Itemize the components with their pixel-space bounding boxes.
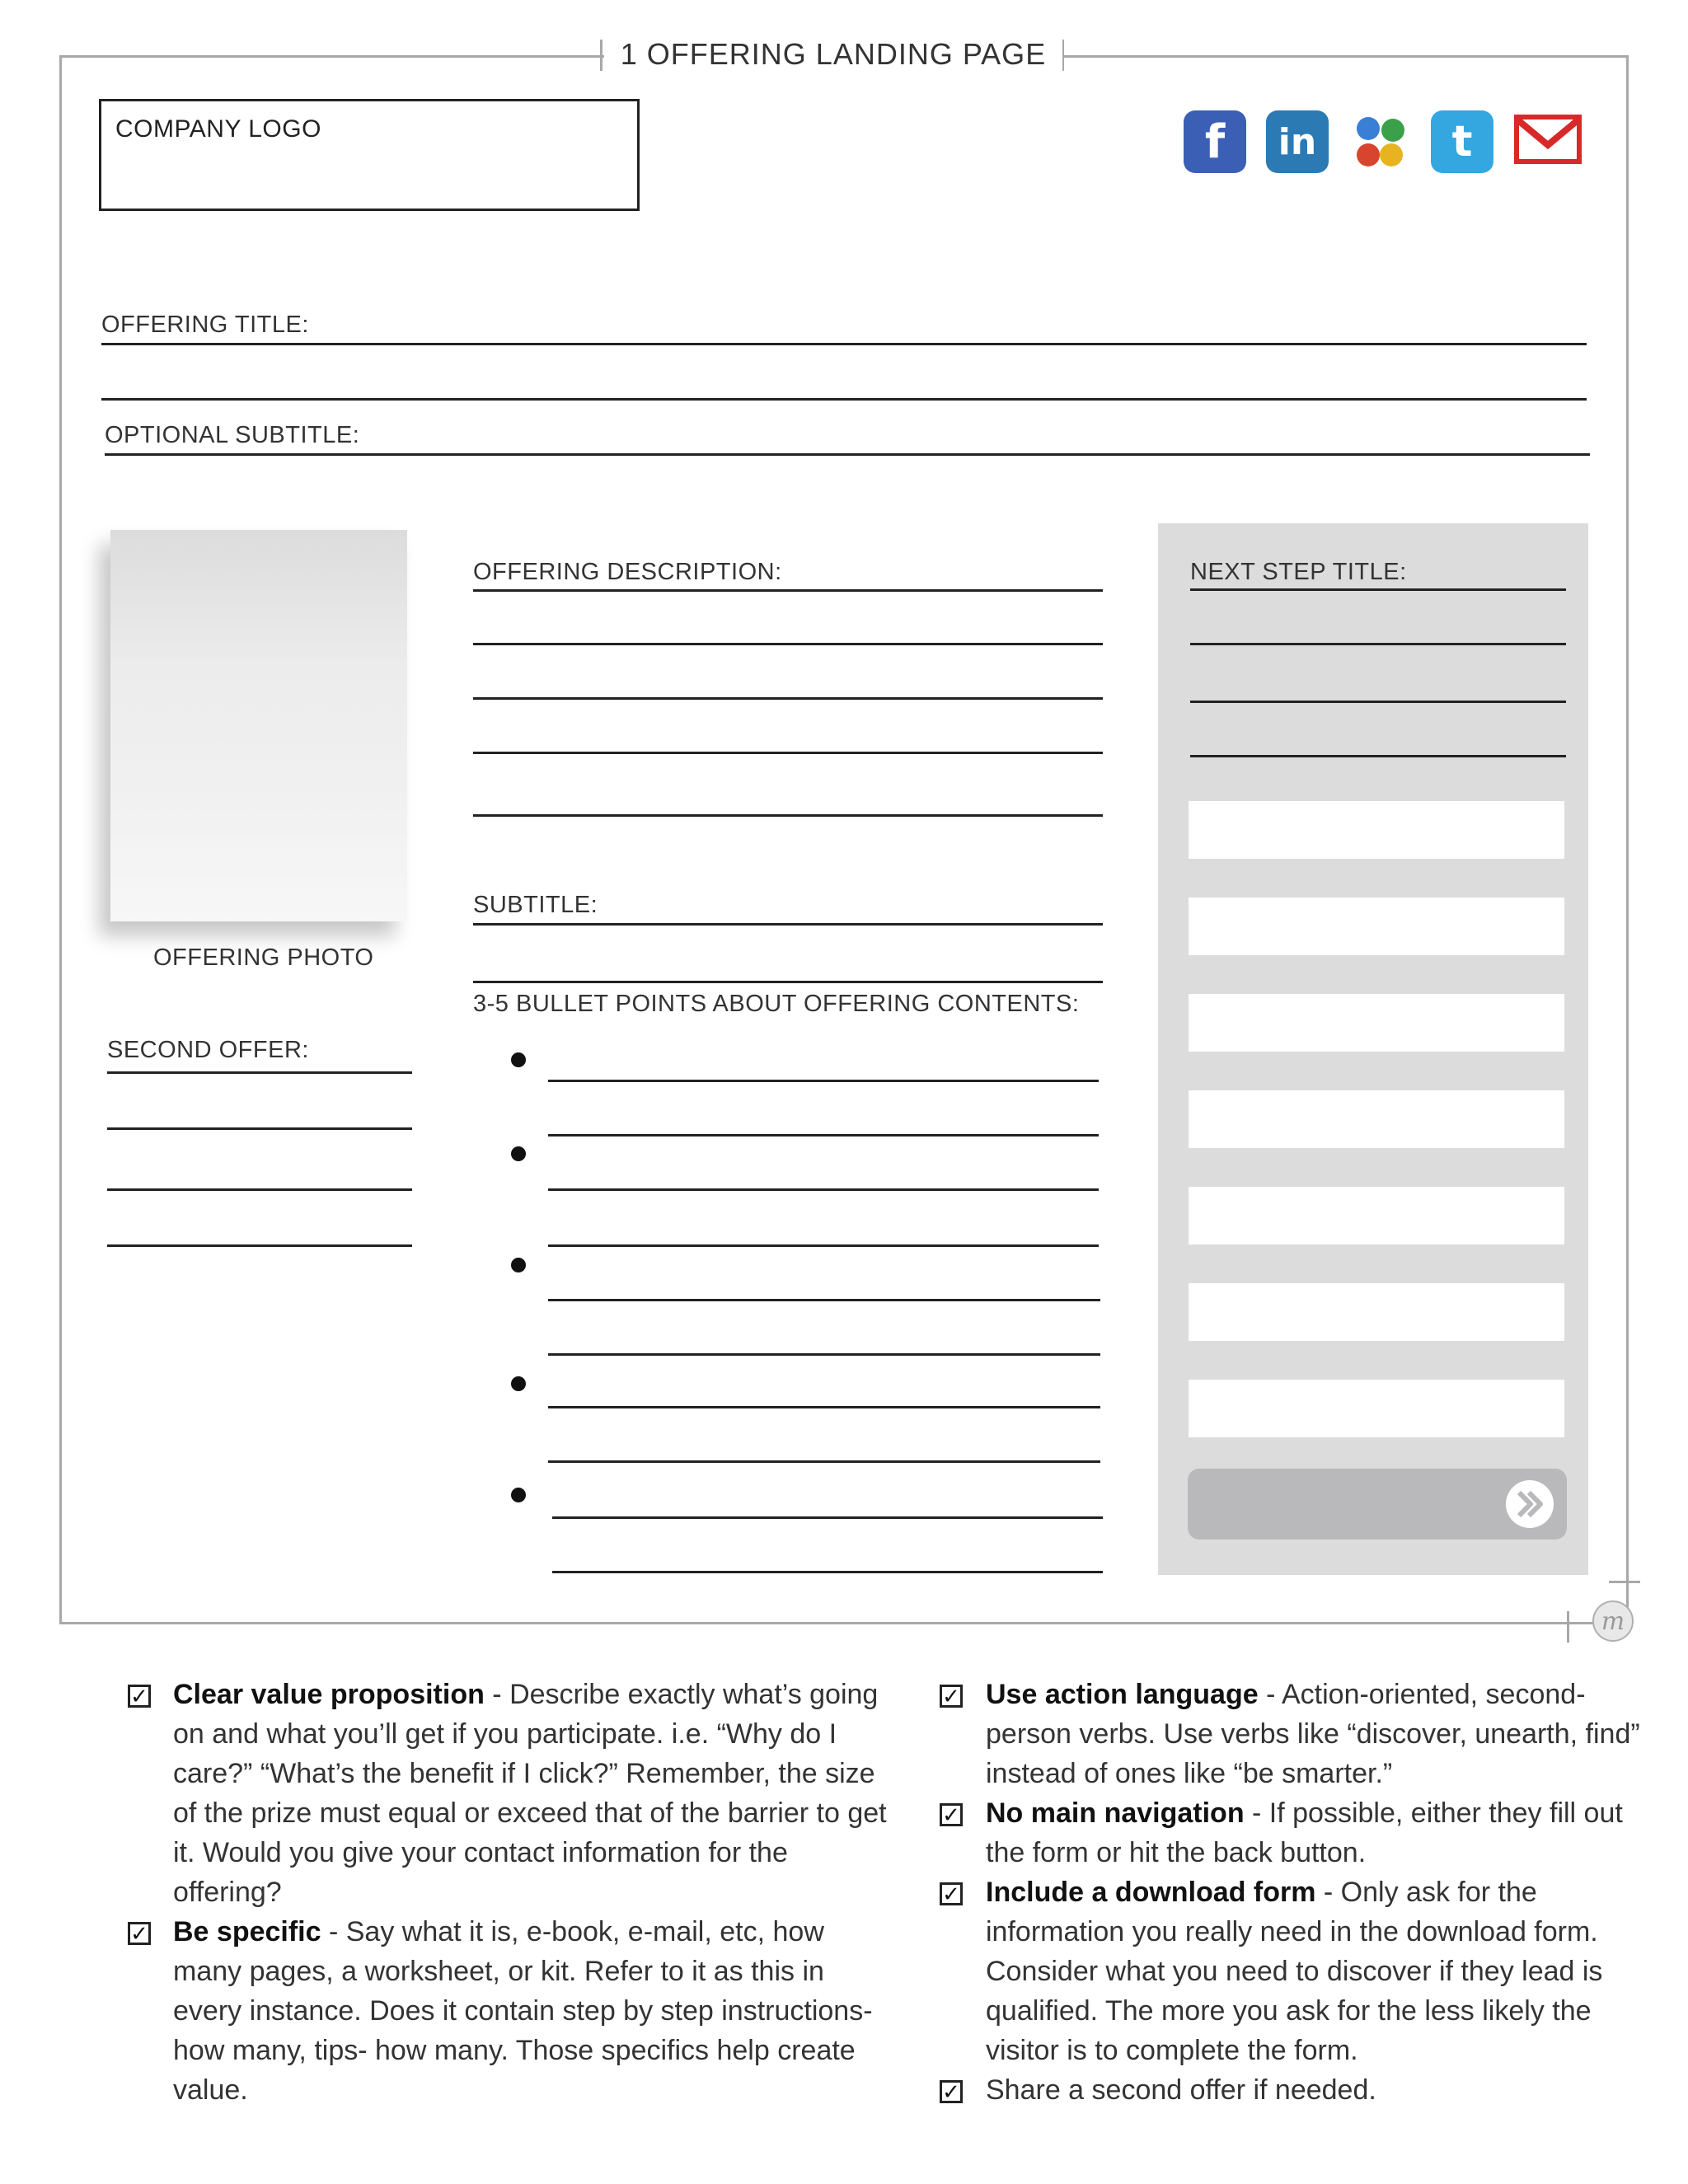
subtitle-line[interactable] bbox=[473, 923, 1103, 926]
company-logo-label: COMPANY LOGO bbox=[115, 115, 321, 143]
description-line[interactable] bbox=[473, 697, 1103, 700]
tip-title: No main navigation bbox=[986, 1797, 1245, 1829]
watermark-logo-icon bbox=[1591, 1599, 1635, 1643]
frame-tick bbox=[600, 40, 603, 71]
page-title: 1 OFFERING LANDING PAGE bbox=[604, 33, 1062, 76]
offering-title-line[interactable] bbox=[101, 343, 1587, 345]
tip-item bbox=[986, 1793, 1645, 1872]
form-field[interactable] bbox=[1189, 1283, 1564, 1341]
form-field[interactable] bbox=[1189, 898, 1564, 955]
tip-text: - If possible, either they fill out the form or hit the back button. bbox=[986, 1797, 1623, 1868]
description-line[interactable] bbox=[473, 814, 1103, 817]
second-offer-line[interactable] bbox=[107, 1071, 412, 1074]
bullet-line[interactable] bbox=[548, 1460, 1100, 1463]
bullet-dot bbox=[511, 1258, 526, 1272]
bullet-line[interactable] bbox=[548, 1134, 1099, 1137]
tip-text: - Describe exactly what’s going on and what you’ll get if you participate. i.e. “Why do I care?” “What’s the benefit if I click?” Remember, the size of the prize must equal or exceed that of the barrier to get it. Would you give your contact information for the offering? bbox=[173, 1679, 887, 1908]
subtitle-label: SUBTITLE: bbox=[473, 892, 598, 918]
next-step-title-line[interactable] bbox=[1190, 755, 1566, 757]
bullet-line[interactable] bbox=[548, 1406, 1100, 1408]
gmail-icon[interactable] bbox=[1513, 110, 1582, 168]
form-field[interactable] bbox=[1189, 1380, 1564, 1437]
frame-tick bbox=[1609, 1581, 1640, 1583]
tip-text: - Only ask for the information you really need in the download form. Consider what you need to discover if they lead is qualified. The more you ask for the less likely the visitor is to complete the form. bbox=[986, 1877, 1603, 2066]
second-offer-label: SECOND OFFER: bbox=[107, 1037, 309, 1063]
tip-title: Include a download form bbox=[986, 1877, 1316, 1908]
checkbox-icon: ✓ bbox=[940, 2080, 963, 2103]
offering-photo-label: OFFERING PHOTO bbox=[153, 944, 374, 971]
offering-photo[interactable] bbox=[110, 530, 407, 921]
bullet-line[interactable] bbox=[548, 1188, 1099, 1191]
bullet-line[interactable] bbox=[548, 1244, 1099, 1247]
double-chevron-right-icon[interactable] bbox=[1505, 1479, 1554, 1529]
checkbox-icon: ✓ bbox=[940, 1685, 963, 1708]
second-offer-line[interactable] bbox=[107, 1244, 412, 1247]
tip-item bbox=[986, 1675, 1645, 1793]
offering-title-line[interactable] bbox=[101, 398, 1587, 401]
tip-item bbox=[986, 1872, 1645, 2070]
tip-item bbox=[173, 1912, 898, 2110]
bullet-line[interactable] bbox=[548, 1299, 1100, 1301]
offering-description-label: OFFERING DESCRIPTION: bbox=[473, 559, 782, 585]
checkbox-icon: ✓ bbox=[940, 1882, 963, 1905]
description-line[interactable] bbox=[473, 752, 1103, 754]
checkbox-icon: ✓ bbox=[128, 1922, 151, 1945]
bullet-line[interactable] bbox=[552, 1516, 1103, 1519]
description-line[interactable] bbox=[473, 589, 1103, 592]
facebook-icon[interactable]: f bbox=[1184, 110, 1246, 173]
checkbox-icon: ✓ bbox=[940, 1803, 963, 1826]
offering-title-label: OFFERING TITLE: bbox=[101, 312, 309, 338]
twitter-icon[interactable]: t bbox=[1431, 110, 1493, 173]
second-offer-line[interactable] bbox=[107, 1188, 412, 1191]
tip-text: Share a second offer if needed. bbox=[986, 2074, 1376, 2106]
bullet-line[interactable] bbox=[552, 1571, 1103, 1573]
tip-title: Clear value proposition bbox=[173, 1679, 485, 1710]
bullet-dot bbox=[511, 1488, 526, 1502]
linkedin-icon[interactable]: in bbox=[1266, 110, 1329, 173]
tip-item bbox=[986, 2070, 1645, 2110]
form-field[interactable] bbox=[1189, 1090, 1564, 1148]
next-step-title-line[interactable] bbox=[1190, 588, 1566, 591]
subtitle-line[interactable] bbox=[473, 981, 1103, 983]
tip-item bbox=[173, 1675, 898, 1912]
google-icon[interactable] bbox=[1348, 110, 1411, 173]
bullet-points-label: 3-5 BULLET POINTS ABOUT OFFERING CONTENTS: bbox=[473, 991, 1080, 1017]
checkbox-icon: ✓ bbox=[128, 1685, 151, 1708]
bullet-line[interactable] bbox=[548, 1080, 1099, 1082]
form-field[interactable] bbox=[1189, 801, 1564, 859]
bullet-dot bbox=[511, 1146, 526, 1161]
bullet-dot bbox=[511, 1376, 526, 1391]
bullet-dot bbox=[511, 1052, 526, 1067]
frame-tick bbox=[1567, 1611, 1569, 1643]
optional-subtitle-label: OPTIONAL SUBTITLE: bbox=[105, 422, 360, 448]
description-line[interactable] bbox=[473, 643, 1103, 645]
form-field[interactable] bbox=[1189, 1187, 1564, 1244]
optional-subtitle-line[interactable] bbox=[105, 453, 1590, 456]
next-step-title-line[interactable] bbox=[1190, 701, 1566, 703]
svg-text:m: m bbox=[1601, 1607, 1625, 1636]
tip-text: - Say what it is, e-book, e-mail, etc, how many pages, a worksheet, or kit. Refer to it as this in every instance. Does it contain step by step instructions- how many, tips- how many. Those specifics help create value. bbox=[173, 1916, 873, 2106]
bullet-line[interactable] bbox=[548, 1353, 1100, 1356]
second-offer-line[interactable] bbox=[107, 1127, 412, 1130]
tip-title: Be specific bbox=[173, 1916, 321, 1947]
form-field[interactable] bbox=[1189, 994, 1564, 1052]
tip-text: - Action-oriented, second-person verbs. Use verbs like “discover, unearth, find” instead of ones like “be smarter.” bbox=[986, 1679, 1640, 1789]
next-step-title-label: NEXT STEP TITLE: bbox=[1190, 559, 1407, 585]
tip-title: Use action language bbox=[986, 1679, 1259, 1710]
next-step-title-line[interactable] bbox=[1190, 643, 1566, 645]
